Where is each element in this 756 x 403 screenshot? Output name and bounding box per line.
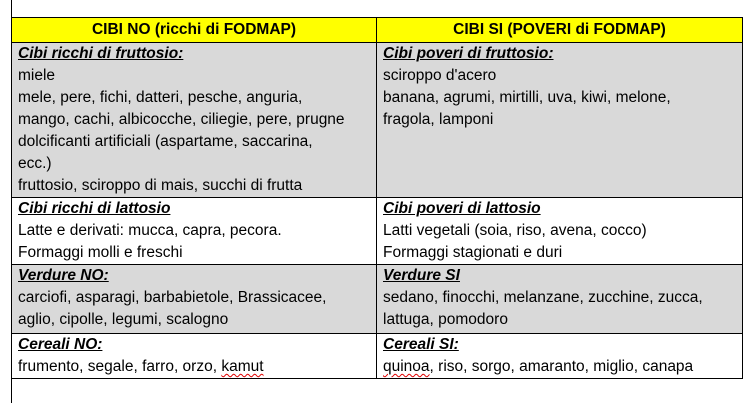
cell-line [18, 356, 370, 378]
cell-cereali-si [377, 334, 743, 379]
cell-line [383, 356, 736, 378]
table-row-cereali [12, 334, 743, 379]
cell-line: Latte e derivati: mucca, capra, pecora. [18, 222, 282, 239]
cell-fruttosio-poveri [377, 43, 743, 198]
cell-cereali-no [12, 334, 377, 379]
cell-text: frumento, segale, farro, orzo, [18, 358, 222, 375]
cell-line: dolcificanti artificiali (aspartame, saccarina, [18, 133, 313, 150]
section-title: Cibi ricchi di fruttosio: [18, 45, 184, 62]
cell-line: mele, pere, fichi, datteri, pesche, anguria, [18, 89, 303, 106]
header-cibi-si: CIBI SI (POVERI di FODMAP) [377, 18, 743, 43]
section-title: Cereali SI: [383, 336, 459, 353]
cell-line: banana, agrumi, mirtilli, uva, kiwi, melone, [383, 89, 671, 106]
cell-line: Latti vegetali (soia, riso, avena, cocco) [383, 222, 647, 239]
cell-line: lattuga, pomodoro [383, 311, 508, 328]
table-header-row [12, 18, 743, 43]
cell-lattosio-poveri [377, 198, 743, 265]
cell-fruttosio-ricchi [12, 43, 377, 198]
section-title: Cereali NO: [18, 336, 103, 353]
section-title: Cibi poveri di fruttosio: [383, 45, 554, 62]
section-title: Cibi ricchi di lattosio [18, 200, 171, 217]
section-title: Cibi poveri di lattosio [383, 200, 541, 217]
section-title: Verdure NO: [18, 267, 109, 284]
spellcheck-word: kamut [221, 358, 264, 375]
cell-line: fruttosio, sciroppo di mais, succhi di frutta [18, 177, 303, 194]
header-cibi-no: CIBI NO (ricchi di FODMAP) [12, 18, 377, 43]
table-row-fruttosio [12, 43, 743, 198]
cell-lattosio-ricchi [12, 198, 377, 265]
table-row-verdure [12, 265, 743, 334]
cell-line: mango, cachi, albicocche, ciliegie, pere, prugne [18, 111, 345, 128]
cell-line: sedano, finocchi, melanzane, zucchine, zucca, [383, 289, 703, 306]
cell-verdure-no [12, 265, 377, 334]
spellcheck-word: quinoa [383, 358, 430, 375]
cell-line: Formaggi stagionati e duri [383, 244, 563, 261]
cell-line: carciofi, asparagi, barbabietole, Brassicacee, [18, 289, 327, 306]
section-title: Verdure SI [383, 267, 460, 284]
cell-line: miele [18, 67, 56, 84]
cell-line: ecc.) [18, 155, 52, 172]
cell-line: aglio, cipolle, legumi, scalogno [18, 311, 229, 328]
cell-line: Formaggi molli e freschi [18, 244, 183, 261]
cell-text: , riso, sorgo, amaranto, miglio, canapa [429, 358, 694, 375]
cell-line: sciroppo d'acero [383, 67, 497, 84]
cell-line: fragola, lamponi [383, 111, 494, 128]
table-row-lattosio [12, 198, 743, 265]
cell-verdure-si [377, 265, 743, 334]
fodmap-table [11, 17, 743, 379]
